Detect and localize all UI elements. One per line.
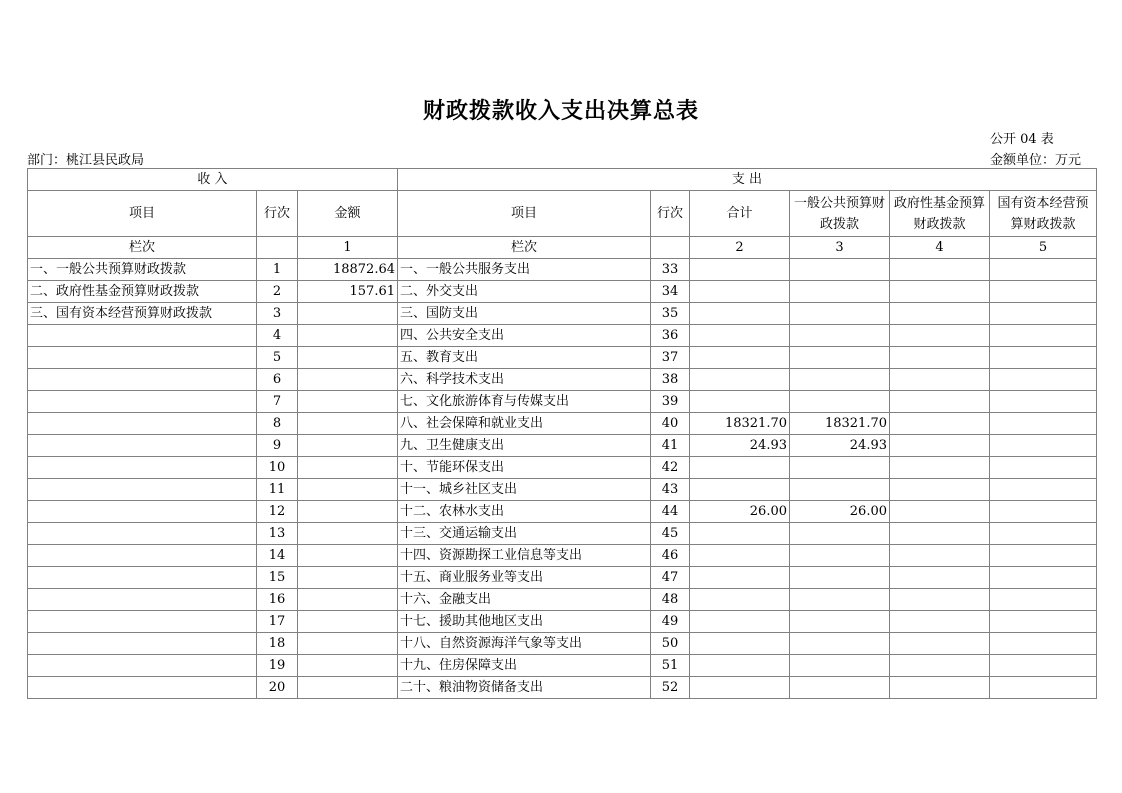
table-row xyxy=(28,655,1097,677)
state-capital-cell xyxy=(990,479,1097,501)
general-budget-cell xyxy=(790,457,890,479)
expense-item-cell: 二十、粮油物资储备支出 xyxy=(398,677,651,699)
general-budget-cell xyxy=(790,281,890,303)
income-amount-cell xyxy=(298,347,398,369)
income-item-cell xyxy=(28,523,257,545)
income-amount-cell xyxy=(298,501,398,523)
income-amount-cell xyxy=(298,589,398,611)
expense-row-no-cell: 45 xyxy=(651,523,690,545)
income-item-cell xyxy=(28,567,257,589)
state-capital-cell xyxy=(990,391,1097,413)
table-row xyxy=(28,567,1097,589)
income-amount-cell xyxy=(298,677,398,699)
table-row xyxy=(28,611,1097,633)
col-index-empty xyxy=(257,237,298,259)
state-capital-cell xyxy=(990,523,1097,545)
total-cell xyxy=(690,325,790,347)
income-row-no-cell: 5 xyxy=(257,347,298,369)
state-capital-cell xyxy=(990,347,1097,369)
expense-item-cell: 十二、农林水支出 xyxy=(398,501,651,523)
income-row-no-cell: 11 xyxy=(257,479,298,501)
state-capital-cell xyxy=(990,325,1097,347)
expense-item-cell: 二、外交支出 xyxy=(398,281,651,303)
income-item-cell: 三、国有资本经营预算财政拨款 xyxy=(28,303,257,325)
table-row xyxy=(28,479,1097,501)
gov-fund-cell xyxy=(890,523,990,545)
state-capital-cell xyxy=(990,303,1097,325)
col-index-4: 4 xyxy=(890,237,990,259)
income-item-cell xyxy=(28,435,257,457)
income-item-cell xyxy=(28,655,257,677)
expense-row-no-cell: 42 xyxy=(651,457,690,479)
general-budget-cell xyxy=(790,325,890,347)
income-row-no-cell: 17 xyxy=(257,611,298,633)
income-item-cell xyxy=(28,369,257,391)
income-item-cell xyxy=(28,457,257,479)
state-capital-cell xyxy=(990,457,1097,479)
income-amount-header: 金额 xyxy=(298,191,398,237)
general-budget-cell xyxy=(790,303,890,325)
income-item-cell xyxy=(28,611,257,633)
col-index-label-left: 栏次 xyxy=(28,237,257,259)
income-amount-cell xyxy=(298,611,398,633)
general-budget-cell xyxy=(790,479,890,501)
expense-row-no-cell: 33 xyxy=(651,259,690,281)
expense-row-no-cell: 44 xyxy=(651,501,690,523)
gov-fund-cell xyxy=(890,655,990,677)
income-row-no-cell: 9 xyxy=(257,435,298,457)
general-budget-cell: 26.00 xyxy=(790,501,890,523)
gov-fund-header: 政府性基金预算财政拨款 xyxy=(890,191,990,237)
budget-table xyxy=(27,168,1097,699)
total-cell: 24.93 xyxy=(690,435,790,457)
income-item-cell: 二、政府性基金预算财政拨款 xyxy=(28,281,257,303)
col-index-empty xyxy=(651,237,690,259)
income-amount-cell xyxy=(298,369,398,391)
gov-fund-cell xyxy=(890,545,990,567)
state-capital-cell xyxy=(990,281,1097,303)
general-budget-cell xyxy=(790,545,890,567)
total-cell xyxy=(690,369,790,391)
total-cell xyxy=(690,391,790,413)
gov-fund-cell xyxy=(890,369,990,391)
expense-row-no-cell: 39 xyxy=(651,391,690,413)
table-row xyxy=(28,545,1097,567)
expense-row-no-cell: 50 xyxy=(651,633,690,655)
income-row-no-cell: 13 xyxy=(257,523,298,545)
income-amount-cell xyxy=(298,655,398,677)
gov-fund-cell xyxy=(890,567,990,589)
general-budget-cell xyxy=(790,391,890,413)
income-item-cell xyxy=(28,545,257,567)
gov-fund-cell xyxy=(890,611,990,633)
income-section-header: 收 入 xyxy=(28,169,398,191)
gov-fund-cell xyxy=(890,435,990,457)
general-budget-header: 一般公共预算财政拨款 xyxy=(790,191,890,237)
form-code: 公开 04 表 xyxy=(990,132,1054,147)
income-row-no-cell: 1 xyxy=(257,259,298,281)
income-row-no-cell: 14 xyxy=(257,545,298,567)
gov-fund-cell xyxy=(890,259,990,281)
income-row-no-cell: 10 xyxy=(257,457,298,479)
gov-fund-cell xyxy=(890,281,990,303)
state-capital-cell xyxy=(990,369,1097,391)
income-amount-cell xyxy=(298,523,398,545)
table-row xyxy=(28,303,1097,325)
expense-item-cell: 九、卫生健康支出 xyxy=(398,435,651,457)
header-row-sections xyxy=(28,169,1097,191)
total-cell xyxy=(690,655,790,677)
table-row xyxy=(28,589,1097,611)
general-budget-cell xyxy=(790,655,890,677)
general-budget-cell xyxy=(790,589,890,611)
income-row-no-cell: 3 xyxy=(257,303,298,325)
expense-item-cell: 十五、商业服务业等支出 xyxy=(398,567,651,589)
gov-fund-cell xyxy=(890,479,990,501)
expense-item-cell: 八、社会保障和就业支出 xyxy=(398,413,651,435)
total-cell xyxy=(690,677,790,699)
gov-fund-cell xyxy=(890,391,990,413)
state-capital-cell xyxy=(990,567,1097,589)
expense-row-no-cell: 51 xyxy=(651,655,690,677)
income-row-no-cell: 16 xyxy=(257,589,298,611)
income-item-cell xyxy=(28,347,257,369)
expense-row-no-cell: 43 xyxy=(651,479,690,501)
expense-row-no-cell: 34 xyxy=(651,281,690,303)
header-row-columns xyxy=(28,191,1097,237)
income-row-no-cell: 4 xyxy=(257,325,298,347)
gov-fund-cell xyxy=(890,457,990,479)
gov-fund-cell xyxy=(890,413,990,435)
income-item-cell xyxy=(28,501,257,523)
state-capital-cell xyxy=(990,259,1097,281)
table-row xyxy=(28,633,1097,655)
expense-row-no-cell: 38 xyxy=(651,369,690,391)
column-index-row xyxy=(28,237,1097,259)
expense-item-cell: 一、一般公共服务支出 xyxy=(398,259,651,281)
income-row-no-cell: 20 xyxy=(257,677,298,699)
general-budget-cell xyxy=(790,633,890,655)
total-cell xyxy=(690,457,790,479)
income-item-cell xyxy=(28,677,257,699)
general-budget-cell xyxy=(790,611,890,633)
general-budget-cell: 24.93 xyxy=(790,435,890,457)
income-amount-cell xyxy=(298,567,398,589)
table-row xyxy=(28,391,1097,413)
income-item-cell xyxy=(28,589,257,611)
col-index-2: 2 xyxy=(690,237,790,259)
expense-item-cell: 十四、资源勘探工业信息等支出 xyxy=(398,545,651,567)
total-cell: 18321.70 xyxy=(690,413,790,435)
table-row xyxy=(28,457,1097,479)
table-row xyxy=(28,413,1097,435)
income-amount-cell xyxy=(298,545,398,567)
expense-row-no-cell: 35 xyxy=(651,303,690,325)
expense-item-cell: 五、教育支出 xyxy=(398,347,651,369)
total-cell xyxy=(690,259,790,281)
income-amount-cell xyxy=(298,413,398,435)
income-amount-cell: 18872.64 xyxy=(298,259,398,281)
income-amount-cell xyxy=(298,325,398,347)
total-cell xyxy=(690,567,790,589)
department-label: 部门：桃江县民政局 xyxy=(27,153,145,168)
table-row xyxy=(28,677,1097,699)
income-row-no-cell: 6 xyxy=(257,369,298,391)
income-item-cell xyxy=(28,633,257,655)
table-row xyxy=(28,369,1097,391)
income-amount-cell xyxy=(298,633,398,655)
total-cell: 26.00 xyxy=(690,501,790,523)
table-row xyxy=(28,435,1097,457)
expense-row-no-cell: 41 xyxy=(651,435,690,457)
expense-row-no-cell: 40 xyxy=(651,413,690,435)
general-budget-cell: 18321.70 xyxy=(790,413,890,435)
income-amount-cell xyxy=(298,479,398,501)
expense-item-cell: 十七、援助其他地区支出 xyxy=(398,611,651,633)
total-header: 合计 xyxy=(690,191,790,237)
expense-item-cell: 十八、自然资源海洋气象等支出 xyxy=(398,633,651,655)
income-item-cell xyxy=(28,325,257,347)
gov-fund-cell xyxy=(890,589,990,611)
income-amount-cell xyxy=(298,435,398,457)
income-item-cell: 一、一般公共预算财政拨款 xyxy=(28,259,257,281)
total-cell xyxy=(690,479,790,501)
income-row-no-cell: 18 xyxy=(257,633,298,655)
general-budget-cell xyxy=(790,259,890,281)
state-capital-cell xyxy=(990,655,1097,677)
expense-item-cell: 六、科学技术支出 xyxy=(398,369,651,391)
expense-item-cell: 十一、城乡社区支出 xyxy=(398,479,651,501)
total-cell xyxy=(690,611,790,633)
total-cell xyxy=(690,347,790,369)
gov-fund-cell xyxy=(890,677,990,699)
income-row-no-cell: 19 xyxy=(257,655,298,677)
general-budget-cell xyxy=(790,347,890,369)
expense-item-cell: 十三、交通运输支出 xyxy=(398,523,651,545)
table-row xyxy=(28,523,1097,545)
gov-fund-cell xyxy=(890,501,990,523)
general-budget-cell xyxy=(790,523,890,545)
expense-section-header: 支 出 xyxy=(398,169,1097,191)
state-capital-cell xyxy=(990,633,1097,655)
total-cell xyxy=(690,545,790,567)
gov-fund-cell xyxy=(890,303,990,325)
income-amount-cell xyxy=(298,457,398,479)
income-amount-cell xyxy=(298,391,398,413)
table-row xyxy=(28,259,1097,281)
expense-item-cell: 四、公共安全支出 xyxy=(398,325,651,347)
table-row xyxy=(28,281,1097,303)
expense-row-no-cell: 36 xyxy=(651,325,690,347)
income-row-no-header: 行次 xyxy=(257,191,298,237)
expense-row-no-cell: 46 xyxy=(651,545,690,567)
income-row-no-cell: 15 xyxy=(257,567,298,589)
expense-row-no-cell: 48 xyxy=(651,589,690,611)
income-row-no-cell: 12 xyxy=(257,501,298,523)
total-cell xyxy=(690,303,790,325)
col-index-3: 3 xyxy=(790,237,890,259)
income-row-no-cell: 2 xyxy=(257,281,298,303)
general-budget-cell xyxy=(790,567,890,589)
table-row xyxy=(28,325,1097,347)
table-row xyxy=(28,347,1097,369)
expense-item-cell: 十、节能环保支出 xyxy=(398,457,651,479)
expense-row-no-cell: 37 xyxy=(651,347,690,369)
total-cell xyxy=(690,281,790,303)
income-amount-cell xyxy=(298,303,398,325)
gov-fund-cell xyxy=(890,325,990,347)
income-row-no-cell: 8 xyxy=(257,413,298,435)
total-cell xyxy=(690,589,790,611)
income-row-no-cell: 7 xyxy=(257,391,298,413)
state-capital-cell xyxy=(990,435,1097,457)
state-capital-header: 国有资本经营预算财政拨款 xyxy=(990,191,1097,237)
unit-label: 金额单位：万元 xyxy=(990,153,1082,168)
expense-row-no-header: 行次 xyxy=(651,191,690,237)
expense-item-cell: 十六、金融支出 xyxy=(398,589,651,611)
table-row xyxy=(28,501,1097,523)
expense-row-no-cell: 52 xyxy=(651,677,690,699)
page-title: 财政拨款收入支出决算总表 xyxy=(422,98,699,124)
state-capital-cell xyxy=(990,545,1097,567)
gov-fund-cell xyxy=(890,347,990,369)
income-item-cell xyxy=(28,413,257,435)
income-item-cell xyxy=(28,479,257,501)
general-budget-cell xyxy=(790,369,890,391)
income-amount-cell: 157.61 xyxy=(298,281,398,303)
expense-item-cell: 十九、住房保障支出 xyxy=(398,655,651,677)
expense-row-no-cell: 49 xyxy=(651,611,690,633)
expense-item-cell: 七、文化旅游体育与传媒支出 xyxy=(398,391,651,413)
state-capital-cell xyxy=(990,589,1097,611)
total-cell xyxy=(690,523,790,545)
col-index-1: 1 xyxy=(298,237,398,259)
general-budget-cell xyxy=(790,677,890,699)
total-cell xyxy=(690,633,790,655)
col-index-5: 5 xyxy=(990,237,1097,259)
col-index-label-right: 栏次 xyxy=(398,237,651,259)
expense-item-cell: 三、国防支出 xyxy=(398,303,651,325)
expense-item-header: 项目 xyxy=(398,191,651,237)
state-capital-cell xyxy=(990,413,1097,435)
state-capital-cell xyxy=(990,501,1097,523)
state-capital-cell xyxy=(990,611,1097,633)
state-capital-cell xyxy=(990,677,1097,699)
expense-row-no-cell: 47 xyxy=(651,567,690,589)
gov-fund-cell xyxy=(890,633,990,655)
income-item-header: 项目 xyxy=(28,191,257,237)
income-item-cell xyxy=(28,391,257,413)
